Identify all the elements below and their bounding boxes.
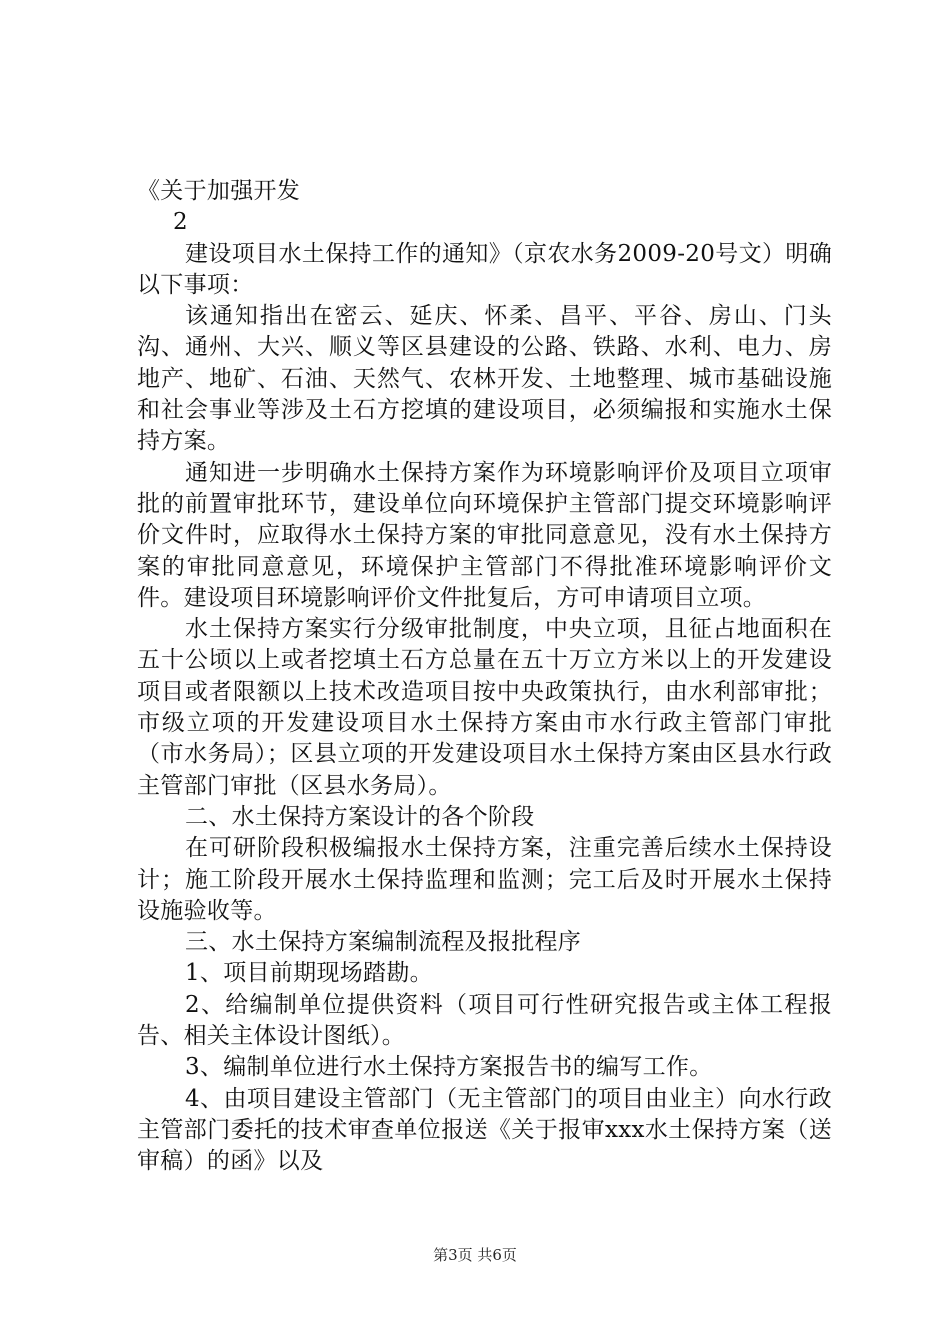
document-title-line: 《关于加强开发 [137,178,301,204]
section-heading-2: 二、水土保持方案设计的各个阶段 [185,803,535,830]
list-item-2: 2、给编制单位提供资料（项目可行性研究报告或主体工程报告、相关主体设计图纸）。 [137,991,832,1050]
paragraph-districts: 该通知指出在密云、延庆、怀柔、昌平、平谷、房山、门头沟、通州、大兴、顺义等区县建设的公路、铁路、水利、电力、房地产、地矿、石油、天然气、农林开发、土地整理、城市基础设施和社会事业等涉及土石方挖填的建设项目，必须编报和实施水土保持方案。 [137,303,832,455]
paragraph-design-stages: 在可研阶段积极编报水土保持方案，注重完善后续水土保持设计；施工阶段开展水土保持监理和监测；完工后及时开展水土保持设施验收等。 [137,835,832,924]
paragraph-notice-intro: 建设项目水土保持工作的通知》（京农水务2009-20号文）明确以下事项： [137,240,832,298]
list-item-3: 3、编制单位进行水土保持方案报告书的编写工作。 [185,1054,713,1081]
list-item-4: 4、由项目建设主管部门（无主管部门的项目由业主）向水行政主管部门委托的技术审查单位报送《关于报审xxx水土保持方案（送审稿）的函》以及 [137,1085,832,1175]
paragraph-grading-system: 水土保持方案实行分级审批制度，中央立项，且征占地面积在五十公顷以上或者挖填土石方总量在五十万立方米以上的开发建设项目或者限额以上技术改造项目按中央政策执行，由水利部审批；市级立项的开发建设项目水土保持方案由市水行政主管部门审批（市水务局）；区县立项的开发建设项目水土保持方案由区县水行政主管部门审批（区县水务局）。 [137,616,832,799]
paragraph-approval-link: 通知进一步明确水土保持方案作为环境影响评价及项目立项审批的前置审批环节，建设单位向环境保护主管部门提交环境影响评价文件时，应取得水土保持方案的审批同意意见，没有水土保持方案的审批同意意见，环境保护主管部门不得批准环境影响评价文件。建设项目环境影响评价文件批复后，方可申请项目立项。 [137,459,832,611]
list-item-1: 1、项目前期现场踏勘。 [185,960,433,987]
document-body [137,176,832,1178]
page-digit: 2 [173,209,188,236]
page-footer: 第3页 共6页 [433,1246,517,1264]
section-heading-3: 三、水土保持方案编制流程及报批程序 [185,929,582,956]
